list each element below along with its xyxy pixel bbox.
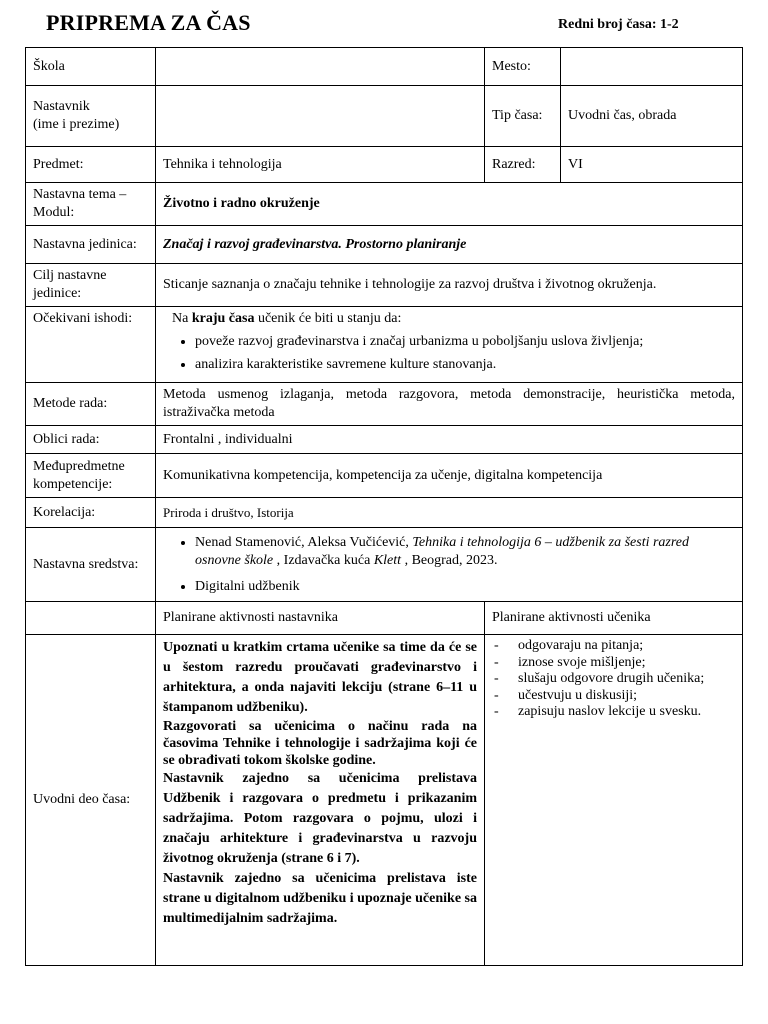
row-unit (26, 226, 743, 264)
outcomes-label: Očekivani ishodi: (26, 307, 156, 383)
forms-label: Oblici rada: (26, 426, 156, 454)
lesson-number: Redni broj časa: 1-2 (558, 17, 679, 32)
student-activity-item: - zapisuju naslov lekcije u svesku. (494, 704, 702, 719)
outcome-item: • analizira karakteristike savremene kulture stanovanja. (195, 356, 735, 374)
row-methods (26, 383, 743, 426)
row-school (26, 48, 743, 86)
row-goal (26, 264, 743, 307)
subject-label: Predmet: (26, 147, 156, 183)
subject-value: Tehnika i tehnologija (156, 147, 485, 183)
row-correlation (26, 498, 743, 528)
school-value (156, 48, 485, 86)
student-activity-item: - iznose svoje mišljenje; (494, 654, 646, 670)
lesson-type-label: Tip časa: (485, 86, 561, 147)
teacher-value (156, 86, 485, 147)
activity-header-empty (26, 602, 156, 635)
resource-item-textbook: • Nenad Stamenović, Aleksa Vučićević, Tehnika i tehnologija 6 – udžbenik za šesti razred osnovne škole , Izdavačka kuća Klett , Beograd, 2023. (195, 534, 735, 570)
row-activity-headers (26, 602, 743, 635)
student-activities-list (492, 638, 735, 721)
row-teacher (26, 86, 743, 147)
unit-value: Značaj i razvoj građevinarstva. Prostorno planiranje (156, 226, 743, 264)
methods-label: Metode rada: (26, 383, 156, 426)
correlation-value: Priroda i društvo, Istorija (156, 498, 743, 528)
topic-label: Nastavna tema – Modul: (26, 183, 156, 226)
teacher-label-line2: (ime i prezime) (33, 117, 120, 132)
methods-value: Metoda usmenog izlaganja, metoda razgovora, metoda demonstracije, heuristička metoda, istraživačka metoda (156, 383, 743, 426)
row-forms (26, 426, 743, 454)
grade-label: Razred: (485, 147, 561, 183)
row-topic (26, 183, 743, 226)
resources-value (156, 528, 743, 602)
place-value (561, 48, 743, 86)
lesson-plan-table (25, 47, 743, 966)
student-activity-item: - učestvuju u diskusiji; (494, 687, 637, 703)
goal-label: Cilj nastavne jedinice: (26, 264, 156, 307)
teacher-activity-paragraph: Upoznati u kratkim crtama učenike sa time da će se u šestom razredu proučavati građevinarstvo i arhitektura, a onda najaviti lekciju (strane 6–11 u štampanom udžbeniku). (163, 640, 477, 715)
grade-value: VI (561, 147, 743, 183)
unit-label: Nastavna jedinica: (26, 226, 156, 264)
teacher-activity-paragraph: Razgovorati sa učenicima o načinu rada na časovima Tehnike i tehnologije i sadržajima koji će se obrađivati tokom školske godine. (163, 719, 477, 768)
teacher-label (26, 86, 156, 147)
outcomes-list (163, 333, 735, 374)
outcomes-value (156, 307, 743, 383)
row-competences (26, 454, 743, 498)
textbook-title: Tehnika i tehnologija 6 – udžbenik za šesti razred osnovne škole (195, 534, 690, 568)
row-intro-part (26, 635, 743, 966)
page-title: PRIPREMA ZA ČAS (46, 10, 251, 35)
topic-value: Životno i radno okruženje (156, 183, 743, 226)
teacher-activity-paragraph: Nastavnik zajedno sa učenicima prelistava iste strane u digitalnom udžbeniku i upoznaje učenike sa multimedijalnim sadržajima. (163, 871, 477, 926)
correlation-label: Korelacija: (26, 498, 156, 528)
competences-label: Međupredmetne kompetencije: (26, 454, 156, 498)
resources-label: Nastavna sredstva: (26, 528, 156, 602)
row-resources (26, 528, 743, 602)
teacher-activities-header: Planirane aktivnosti nastavnika (156, 602, 485, 635)
resource-item-digital: • Digitalni udžbenik (195, 578, 735, 596)
teacher-activities (156, 635, 485, 966)
goal-value: Sticanje saznanja o značaju tehnike i tehnologije za razvoj društva i životnog okruženja. (156, 264, 743, 307)
teacher-activity-paragraph: Nastavnik zajedno sa učenicima prelistava Udžbenik i razgovara o predmetu i prikazanim sadržajima. Potom razgovara o pojmu, ulozi i značaju arhitekture i građevinarstva u razvoju životnog okruženja (strane 6 i 7). (163, 771, 477, 866)
publisher-name: Klett (373, 552, 402, 568)
competences-value: Komunikativna kompetencija, kompetencija za učenje, digitalna kompetencija (156, 454, 743, 498)
lesson-type-value: Uvodni čas, obrada (561, 86, 743, 147)
school-label: Škola (26, 48, 156, 86)
student-activity-item: - slušaju odgovore drugih učenika; (494, 671, 705, 686)
place-label: Mesto: (485, 48, 561, 86)
row-subject (26, 147, 743, 183)
row-outcomes (26, 307, 743, 383)
intro-part-label: Uvodni deo časa: (26, 635, 156, 966)
forms-value: Frontalni , individualni (156, 426, 743, 454)
teacher-label-line1: Nastavnik (33, 99, 90, 114)
student-activity-item: - odgovaraju na pitanja; (494, 638, 644, 653)
student-activities-header: Planirane aktivnosti učenika (485, 602, 743, 635)
resources-list (163, 534, 735, 596)
outcomes-intro: Na kraju časa učenik će biti u stanju da: (172, 311, 402, 326)
student-activities (485, 635, 743, 966)
outcome-item: • poveže razvoj građevinarstva i značaj urbanizma u poboljšanju uslova življenja; (195, 333, 735, 351)
